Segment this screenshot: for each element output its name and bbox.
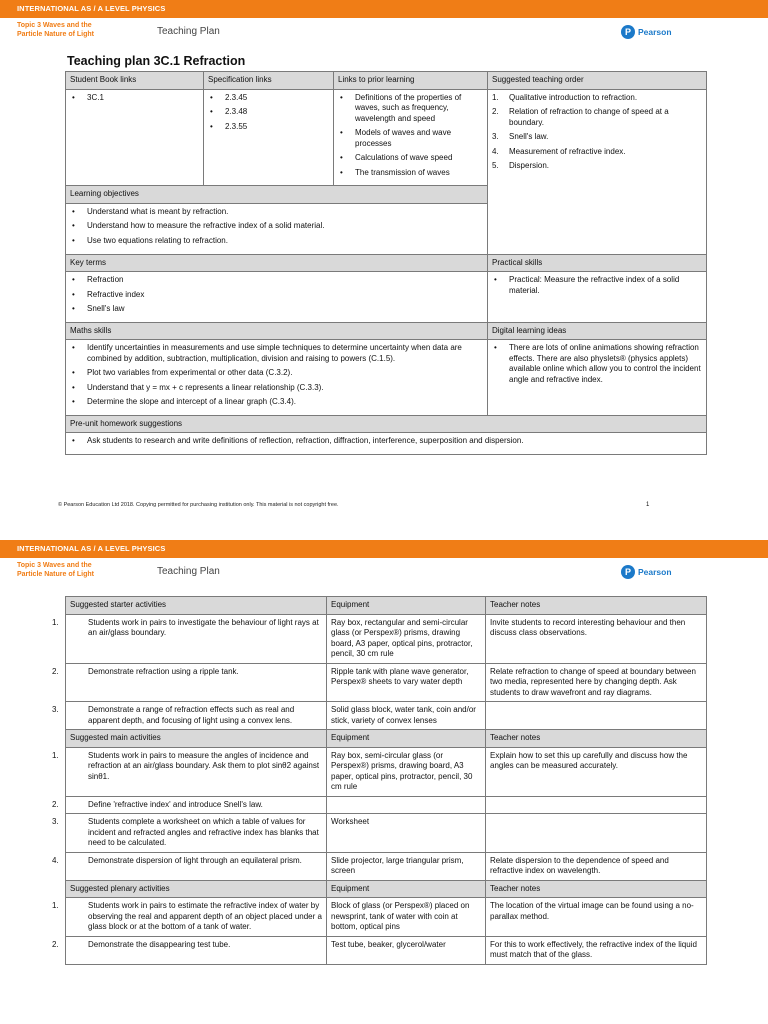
list-item: • Refractive index: [70, 290, 483, 301]
teacher-notes-cell: Relate refraction to change of speed at boundary between two media, represented here by changing depth. Ask students to draw wavefront and ray diagrams.: [486, 663, 707, 702]
list-item: • 2.3.55: [208, 122, 329, 133]
list-item: • The transmission of waves: [338, 168, 483, 179]
teacher-notes-cell: The location of the virtual image can be found using a no-parallax method.: [486, 898, 707, 937]
header-prior-learning: Links to prior learning: [334, 72, 488, 90]
list-item: • Understand what is meant by refraction.: [70, 207, 483, 218]
objectives-cell: [66, 203, 488, 254]
list-item: • Snell's law: [70, 304, 483, 315]
header-spec-links: Specification links: [204, 72, 334, 90]
teacher-notes-cell: Explain how to set this up carefully and discuss how the angles can be measured accurately.: [486, 747, 707, 796]
equipment-heading: Equipment: [327, 880, 486, 898]
header-objectives: Learning objectives: [66, 186, 488, 204]
activity-row: [66, 614, 707, 663]
teacher-notes-cell: Relate dispersion to the dependence of speed and refractive index on wavelength.: [486, 852, 707, 880]
list-item: • 3C.1: [70, 93, 199, 104]
teacher-notes-heading: Teacher notes: [486, 597, 707, 615]
activity-row: [66, 936, 707, 964]
activity-row: [66, 663, 707, 702]
activity-cell: 1. Students work in pairs to investigate the behaviour of light rays at an air/glass boundary.: [66, 614, 327, 663]
doc-type-label: Teaching Plan: [157, 566, 220, 577]
activity-row: [66, 796, 707, 814]
page-2: [0, 540, 768, 1024]
teaching-order-item: 4. Measurement of refractive index.: [492, 146, 626, 156]
copyright-footer: © Pearson Education Ltd 2018. Copying permitted for purchasing institution only. This material is not copyright free.: [58, 502, 339, 508]
book-links-cell: [66, 89, 204, 186]
equipment-cell: Test tube, beaker, glycerol/water: [327, 936, 486, 964]
header-teaching-order: Suggested teaching order: [488, 72, 707, 90]
pearson-logo: P Pearson: [621, 25, 672, 39]
teacher-notes-cell: [486, 702, 707, 730]
section-heading: Suggested plenary activities: [66, 880, 327, 898]
pearson-logo-icon: P: [621, 25, 635, 39]
page-header: [0, 558, 768, 586]
teaching-order-item: 1. Qualitative introduction to refraction.: [492, 92, 638, 102]
activity-cell: 2. Define 'refractive index' and introduce Snell's law.: [66, 796, 327, 814]
activity-cell: 3. Demonstrate a range of refraction effects such as real and apparent depth, and focusing of light using a convex lens.: [66, 702, 327, 730]
list-item: • Understand that y = mx + c represents a linear relationship (C.3.3).: [70, 383, 483, 394]
activities-table: [52, 596, 707, 965]
header-band: INTERNATIONAL AS / A LEVEL PHYSICS: [0, 0, 768, 18]
section-header-row: [66, 597, 707, 615]
equipment-cell: [327, 796, 486, 814]
activity-cell: 2. Demonstrate refraction using a ripple tank.: [66, 663, 327, 702]
activity-row: [66, 898, 707, 937]
spec-links-cell: [204, 89, 334, 186]
header-maths-skills: Maths skills: [66, 322, 488, 340]
page-number: 1: [646, 502, 650, 508]
list-item: • Practical: Measure the refractive index of a solid material.: [492, 275, 702, 296]
list-item: • Understand how to measure the refractive index of a solid material.: [70, 221, 483, 232]
teaching-order-item: 5. Dispersion.: [492, 161, 550, 170]
teacher-notes-heading: Teacher notes: [486, 730, 707, 748]
topic-label: Topic 3 Waves and the Particle Nature of Light: [17, 562, 95, 578]
activity-row: [66, 747, 707, 796]
equipment-heading: Equipment: [327, 597, 486, 615]
activity-cell: 2. Demonstrate the disappearing test tube.: [66, 936, 327, 964]
teacher-notes-cell: [486, 796, 707, 814]
list-item: • Identify uncertainties in measurements and use simple techniques to determine uncertainty when data are combined by addition, subtraction, multiplication, division and raising to powers (C.1.5).: [70, 343, 483, 364]
teaching-plan-table: [65, 71, 707, 455]
list-item: • There are lots of online animations showing refraction effects. There are also physlets® (physics applets) available online which allow you to control the incident angle and refractive index.: [492, 343, 702, 385]
practical-skills-cell: [488, 272, 707, 323]
header-digital-ideas: Digital learning ideas: [488, 322, 707, 340]
section-header-row: [66, 730, 707, 748]
activity-cell: 1. Students work in pairs to measure the angles of incidence and refraction at an air/glass boundary. Ask them to plot sinθ2 against sinθ1.: [66, 747, 327, 796]
activity-row: [66, 814, 707, 853]
list-item: • Definitions of the properties of waves, such as frequency, wavelength and speed: [338, 93, 483, 125]
list-item: • Calculations of wave speed: [338, 153, 483, 164]
list-item: • Models of waves and wave processes: [338, 128, 483, 149]
section-header-row: [66, 880, 707, 898]
activity-row: [66, 852, 707, 880]
teacher-notes-cell: [486, 814, 707, 853]
key-terms-cell: [66, 272, 488, 323]
activity-row: [66, 702, 707, 730]
equipment-cell: Worksheet: [327, 814, 486, 853]
teaching-order-item: 3. Snell's law.: [492, 132, 549, 141]
equipment-cell: Slide projector, large triangular prism, screen: [327, 852, 486, 880]
teacher-notes-heading: Teacher notes: [486, 880, 707, 898]
teaching-order-cell: [488, 89, 707, 254]
list-item: • Refraction: [70, 275, 483, 286]
equipment-cell: Ray box, semi-circular glass (or Perspex®) prisms, drawing board, A3 paper, optical pins, protractor, pencil, 30 cm rule: [327, 747, 486, 796]
pearson-logo: P Pearson: [621, 565, 672, 579]
equipment-cell: Solid glass block, water tank, coin and/or stick, variety of convex lenses: [327, 702, 486, 730]
header-homework: Pre-unit homework suggestions: [66, 415, 707, 433]
equipment-cell: Ripple tank with plane wave generator, Perspex® sheets to vary water depth: [327, 663, 486, 702]
homework-cell: [66, 433, 707, 455]
doc-type-label: Teaching Plan: [157, 26, 220, 37]
header-practical-skills: Practical skills: [488, 254, 707, 272]
maths-skills-cell: [66, 340, 488, 416]
teacher-notes-cell: Invite students to record interesting behaviour and then discuss class observations.: [486, 614, 707, 663]
equipment-heading: Equipment: [327, 730, 486, 748]
digital-ideas-cell: [488, 340, 707, 416]
list-item: • Use two equations relating to refraction.: [70, 236, 483, 247]
list-item: • Plot two variables from experimental or other data (C.3.2).: [70, 368, 483, 379]
list-item: • Ask students to research and write definitions of reflection, refraction, diffraction, interference, superposition and dispersion.: [70, 436, 702, 447]
pearson-logo-icon: P: [621, 565, 635, 579]
topic-label: Topic 3 Waves and the Particle Nature of Light: [17, 22, 95, 38]
section-heading: Suggested main activities: [66, 730, 327, 748]
prior-learning-cell: [334, 89, 488, 186]
page-header: [0, 18, 768, 46]
section-heading: Suggested starter activities: [66, 597, 327, 615]
header-band: INTERNATIONAL AS / A LEVEL PHYSICS: [0, 540, 768, 558]
list-item: • Determine the slope and intercept of a linear graph (C.3.4).: [70, 397, 483, 408]
equipment-cell: Ray box, rectangular and semi-circular glass (or Perspex®) prisms, drawing board, A3 paper, optical pins, protractor, pencil, 30 cm rule: [327, 614, 486, 663]
list-item: • 2.3.45: [208, 93, 329, 104]
activity-cell: 1. Students work in pairs to estimate the refractive index of water by observing the real and apparent depth of an object placed under a glass block or at the bottom of a tank of water.: [66, 898, 327, 937]
activity-cell: 3. Students complete a worksheet on which a table of values for incident and refracted angles and refractive index has blanks that need to be calculated.: [66, 814, 327, 853]
page-title: Teaching plan 3C.1 Refraction: [67, 54, 246, 68]
equipment-cell: Block of glass (or Perspex®) placed on newsprint, tank of water with coin at bottom, optical pins: [327, 898, 486, 937]
teacher-notes-cell: For this to work effectively, the refractive index of the liquid must match that of the glass.: [486, 936, 707, 964]
header-key-terms: Key terms: [66, 254, 488, 272]
header-book-links: Student Book links: [66, 72, 204, 90]
list-item: • 2.3.48: [208, 107, 329, 118]
teaching-order-item: 2. Relation of refraction to change of speed at a boundary.: [492, 107, 669, 127]
activity-cell: 4. Demonstrate dispersion of light through an equilateral prism.: [66, 852, 327, 880]
